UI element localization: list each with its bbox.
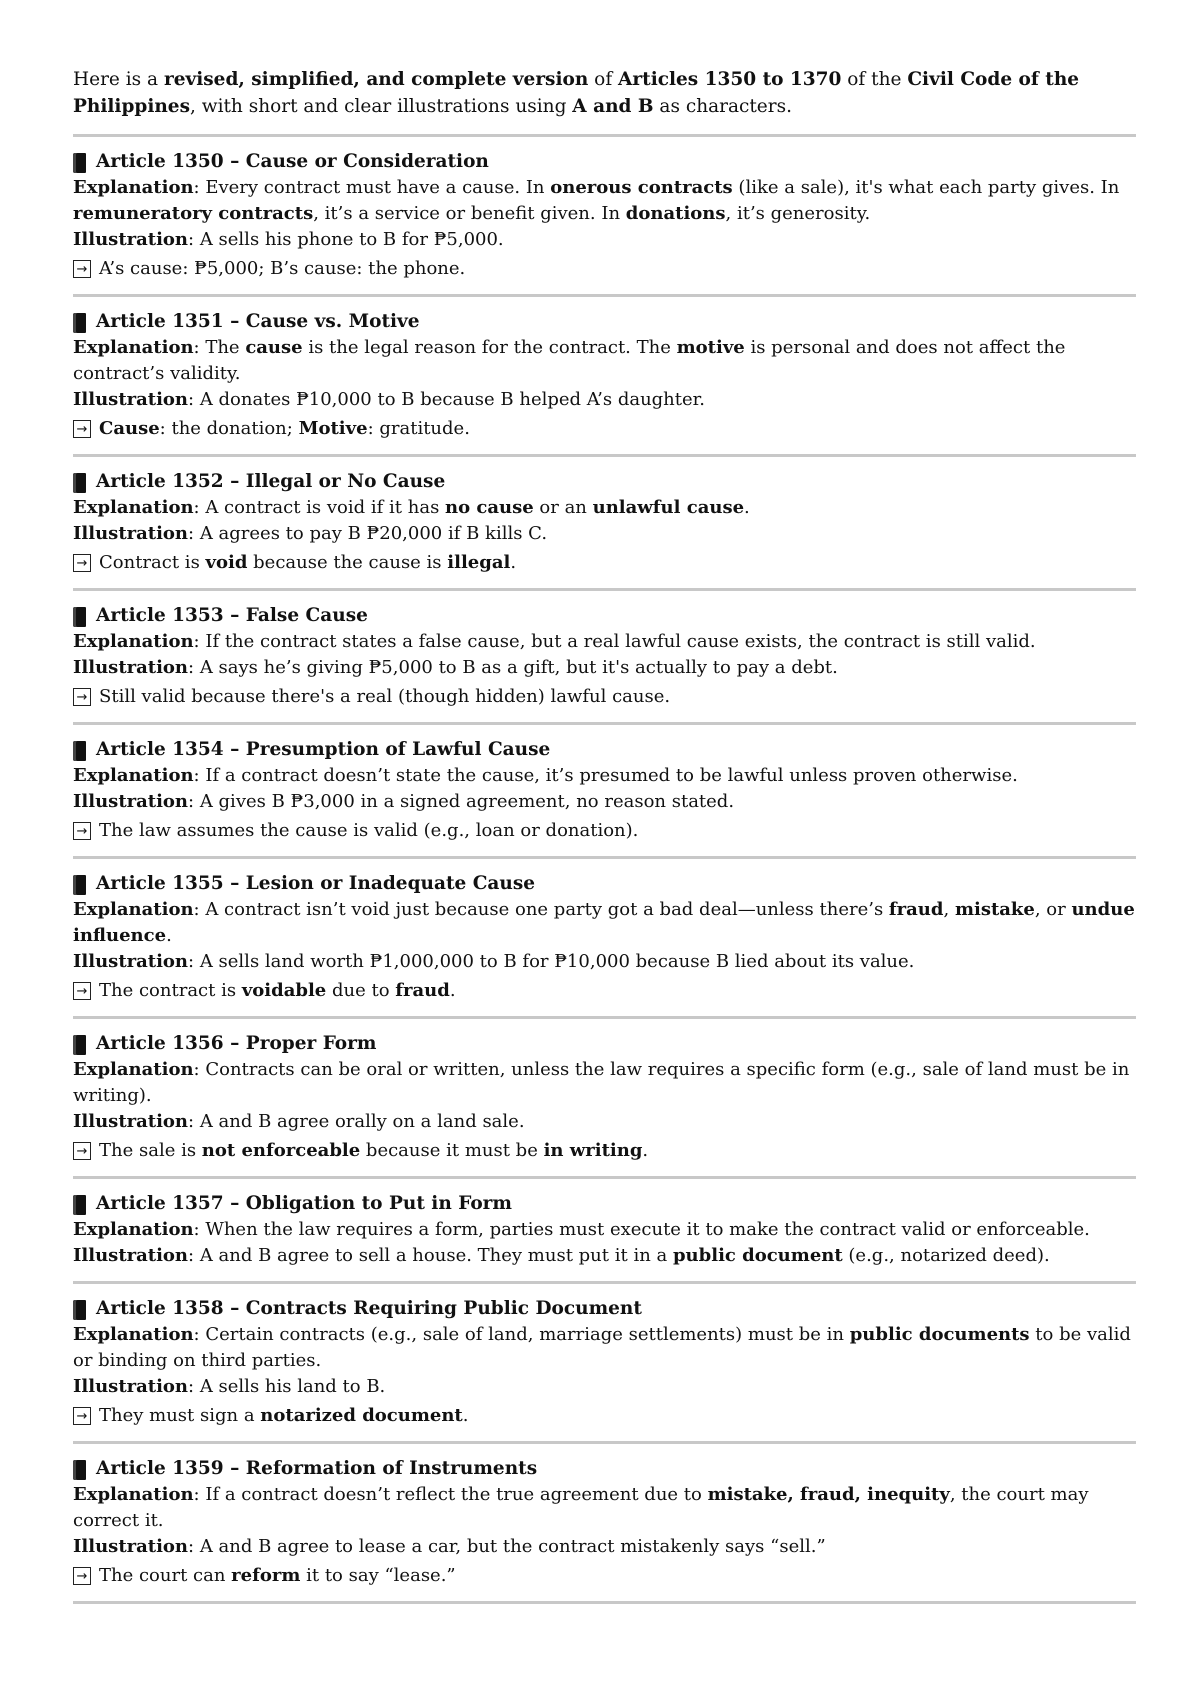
bold-term: Motive [298,418,368,439]
text-run: : If a contract doesn’t reflect the true agreement due to [193,1484,708,1505]
article-title-text: Article 1354 – Presumption of Lawful Cause [96,739,551,760]
text-run: They must sign a [99,1405,261,1426]
text-run: : Certain contracts (e.g., sale of land, marriage settlements) must be in [193,1324,850,1345]
text-run: : A donates ₱10,000 to B because B helped A’s daughter. [188,389,706,410]
article-title-text: Article 1358 – Contracts Requiring Public Document [96,1298,642,1319]
result-text [99,550,516,576]
article-section [73,859,1136,1016]
explanation-line [73,175,1136,227]
explanation-label: Explanation [73,337,194,358]
arrow-right-boxed-icon: → [73,420,91,438]
text-run: The court can [99,1565,232,1586]
result-text [99,818,638,844]
article-section [73,137,1136,294]
text-run: : A and B agree to lease a car, but the contract mistakenly says “sell.” [188,1536,826,1557]
text-run: : When the law requires a form, parties must execute it to make the contract valid or enforceable. [193,1219,1090,1240]
result-line [73,256,1136,282]
article-title [73,469,1136,495]
book-icon [73,875,86,895]
illustration-label: Illustration [73,1111,189,1132]
bold-term: in writing [543,1140,643,1161]
article-section [73,1284,1136,1441]
explanation-line [73,1322,1136,1374]
result-line [73,416,1136,442]
bold-term: voidable [241,980,327,1001]
text-run: Contract is [99,552,206,573]
arrow-right-boxed-icon: → [73,1567,91,1585]
explanation-line [73,1482,1136,1534]
divider [73,1601,1136,1604]
article-title [73,1031,1136,1057]
text-run: : If a contract doesn’t state the cause, it’s presumed to be lawful unless proven otherwise. [193,765,1018,786]
book-icon [73,607,86,627]
text-run: , or [1034,899,1072,920]
illustration-label: Illustration [73,1245,189,1266]
illustration-line [73,949,1136,975]
intro-text: Here is a [73,69,164,90]
text-run: it to say “lease.” [300,1565,456,1586]
text-run: is the legal reason for the contract. The [302,337,677,358]
text-run: , it’s generosity. [725,203,871,224]
article-section [73,591,1136,722]
bold-term: remuneratory contracts [73,203,314,224]
text-run: : A sells land worth ₱1,000,000 to B for ₱10,000 because B lied about its value. [188,951,915,972]
intro-bold: A and B [572,96,654,117]
article-section [73,297,1136,454]
illustration-label: Illustration [73,657,189,678]
explanation-line [73,335,1136,387]
text-run: , it’s a service or benefit given. In [313,203,626,224]
arrow-right-boxed-icon: → [73,982,91,1000]
book-icon [73,1460,86,1480]
text-run: . [462,1405,469,1426]
article-title [73,1296,1136,1322]
illustration-line [73,655,1136,681]
article-title [73,309,1136,335]
intro-text: of the [841,69,908,90]
illustration-label: Illustration [73,229,189,250]
bold-term: undue influence [73,899,1135,946]
text-run: : A says he’s giving ₱5,000 to B as a gift, but it's actually to pay a debt. [188,657,838,678]
explanation-label: Explanation [73,765,194,786]
text-run: to be valid or binding on third parties. [73,1324,1131,1371]
bold-term: illegal [447,552,511,573]
result-text [99,1138,648,1164]
article-title-text: Article 1352 – Illegal or No Cause [96,471,446,492]
article-title-text: Article 1355 – Lesion or Inadequate Cause [96,873,536,894]
article-title-text: Article 1351 – Cause vs. Motive [96,311,420,332]
intro-bold: revised, simplified, and complete version [163,69,589,90]
result-text [99,978,456,1004]
illustration-label: Illustration [73,389,189,410]
text-run: : The [193,337,246,358]
bold-term: donations [625,203,726,224]
bold-term: public documents [849,1324,1030,1345]
text-run: : A and B agree to sell a house. They must put it in a [188,1245,673,1266]
text-run: . [642,1140,649,1161]
text-run: A’s cause: ₱5,000; B’s cause: the phone. [99,258,466,279]
result-line [73,1563,1136,1589]
text-run: . [166,925,172,946]
text-run: (e.g., notarized deed). [842,1245,1050,1266]
illustration-line [73,521,1136,547]
illustration-label: Illustration [73,951,189,972]
explanation-label: Explanation [73,1219,194,1240]
book-icon [73,741,86,761]
book-icon [73,1035,86,1055]
bold-term: Cause [99,418,160,439]
text-run: : Contracts can be oral or written, unless the law requires a specific form (e.g., sale of land must be in writing). [73,1059,1130,1106]
result-text [99,684,670,710]
text-run: : A contract is void if it has [193,497,446,518]
explanation-label: Explanation [73,1484,194,1505]
illustration-label: Illustration [73,1536,189,1557]
bold-term: motive [676,337,745,358]
bold-term: fraud [888,899,944,920]
result-line [73,550,1136,576]
illustration-line [73,1243,1136,1269]
article-title-text: Article 1359 – Reformation of Instruments [96,1458,538,1479]
illustration-line [73,387,1136,413]
intro-bold: Civil Code of the Philippines [73,69,1080,117]
book-icon [73,153,86,173]
book-icon [73,313,86,333]
explanation-label: Explanation [73,497,194,518]
bold-term: unlawful cause [592,497,745,518]
text-run: : A gives B ₱3,000 in a signed agreement, no reason stated. [188,791,735,812]
text-run: : Every contract must have a cause. In [193,177,551,198]
illustration-line [73,1374,1136,1400]
bold-term: public document [672,1245,843,1266]
article-list [73,137,1136,1604]
intro-bold: Articles 1350 to 1370 [618,69,842,90]
text-run: , [943,899,955,920]
article-section [73,1444,1136,1601]
explanation-label: Explanation [73,1324,194,1345]
article-title [73,871,1136,897]
bold-term: void [205,552,248,573]
text-run: The sale is [99,1140,202,1161]
text-run: . [449,980,456,1001]
illustration-label: Illustration [73,1376,189,1397]
book-icon [73,473,86,493]
result-line [73,684,1136,710]
explanation-label: Explanation [73,631,194,652]
explanation-label: Explanation [73,177,194,198]
article-title-text: Article 1357 – Obligation to Put in Form [96,1193,513,1214]
article-title [73,1191,1136,1217]
explanation-line [73,495,1136,521]
explanation-line [73,1217,1136,1243]
arrow-right-boxed-icon: → [73,1142,91,1160]
text-run: . [510,552,517,573]
article-title [73,1456,1136,1482]
explanation-label: Explanation [73,899,194,920]
intro-text: of [588,69,619,90]
article-title-text: Article 1353 – False Cause [96,605,368,626]
article-section [73,1019,1136,1176]
result-text [99,416,470,442]
article-title [73,603,1136,629]
result-line [73,1403,1136,1429]
text-run: , the court may correct it. [73,1484,1089,1531]
explanation-label: Explanation [73,1059,194,1080]
result-line [73,1138,1136,1164]
text-run: because the cause is [247,552,448,573]
article-title-text: Article 1356 – Proper Form [96,1033,377,1054]
text-run: or an [533,497,593,518]
book-icon [73,1195,86,1215]
bold-term: not enforceable [201,1140,361,1161]
article-title-text: Article 1350 – Cause or Consideration [96,151,489,172]
illustration-line [73,1534,1136,1560]
text-run: : gratitude. [367,418,470,439]
arrow-right-boxed-icon: → [73,688,91,706]
text-run: The contract is [99,980,242,1001]
arrow-right-boxed-icon: → [73,822,91,840]
text-run: because it must be [360,1140,544,1161]
article-title [73,149,1136,175]
text-run: Still valid because there's a real (though hidden) lawful cause. [99,686,671,707]
explanation-line [73,763,1136,789]
text-run: . [744,497,750,518]
illustration-line [73,789,1136,815]
article-section [73,1179,1136,1281]
illustration-line [73,227,1136,253]
arrow-right-boxed-icon: → [73,554,91,572]
result-line [73,978,1136,1004]
intro-text: , with short and clear illustrations using [189,96,573,117]
bold-term: cause [245,337,303,358]
book-icon [73,1300,86,1320]
bold-term: mistake [954,899,1035,920]
article-title [73,737,1136,763]
explanation-line [73,629,1136,655]
bold-term: notarized document [260,1405,463,1426]
text-run: : the donation; [159,418,299,439]
illustration-label: Illustration [73,523,189,544]
explanation-line [73,1057,1136,1109]
text-run: : A agrees to pay B ₱20,000 if B kills C. [188,523,548,544]
text-run: is personal and does not affect the contract’s validity. [73,337,1066,384]
article-section [73,457,1136,588]
text-run: due to [326,980,396,1001]
explanation-line [73,897,1136,949]
result-line [73,818,1136,844]
article-section [73,725,1136,856]
result-text [99,1563,456,1589]
bold-term: reform [231,1565,301,1586]
bold-term: mistake, fraud, inequity [707,1484,950,1505]
intro-text: as characters. [653,96,792,117]
intro-paragraph [73,66,1136,120]
text-run: (like a sale), it's what each party gives. In [732,177,1120,198]
result-text [99,256,465,282]
text-run: : A contract isn’t void just because one party got a bad deal—unless there’s [193,899,889,920]
text-run: : A and B agree orally on a land sale. [188,1111,525,1132]
bold-term: no cause [445,497,534,518]
text-run: The law assumes the cause is valid (e.g., loan or donation). [99,820,639,841]
text-run: : A sells his phone to B for ₱5,000. [188,229,504,250]
bold-term: onerous contracts [550,177,733,198]
arrow-right-boxed-icon: → [73,260,91,278]
bold-term: fraud [395,980,450,1001]
illustration-line [73,1109,1136,1135]
text-run: : If the contract states a false cause, but a real lawful cause exists, the contract is still valid. [193,631,1036,652]
illustration-label: Illustration [73,791,189,812]
result-text [99,1403,468,1429]
text-run: : A sells his land to B. [188,1376,386,1397]
arrow-right-boxed-icon: → [73,1407,91,1425]
